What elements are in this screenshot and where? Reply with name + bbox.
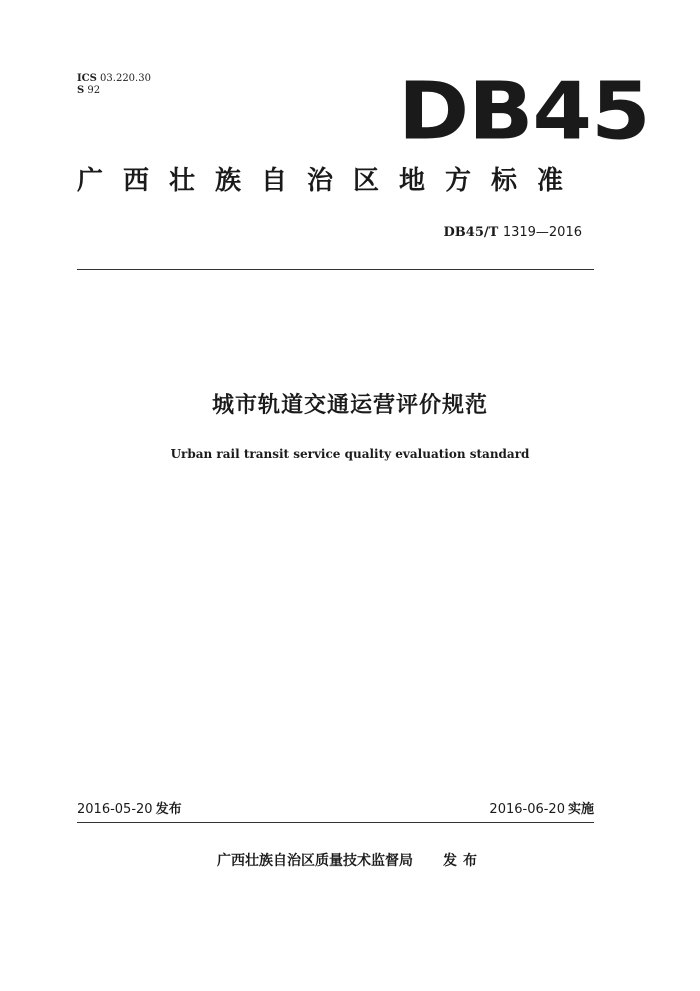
header-divider — [77, 269, 594, 270]
publisher-line — [0, 852, 700, 870]
ics-value: 03.220.30 — [100, 73, 151, 84]
standard-number — [444, 225, 582, 241]
ics-label: ICS — [77, 73, 97, 84]
publisher-name: 广西壮族自治区质量技术监督局 — [217, 853, 413, 869]
classification-codes — [77, 73, 151, 97]
implementation-date-value: 2016-06-20 — [489, 802, 565, 817]
ccs-label: S — [77, 85, 85, 96]
standard-title-chinese: 城市轨道交通运营评价规范 — [211, 393, 488, 418]
db45-logo: DB45 — [398, 65, 650, 158]
standard-title-english: Urban rail transit service quality evaluation standard — [170, 447, 530, 461]
ics-code-row — [77, 73, 151, 85]
standard-number-prefix: DB45/T — [443, 225, 499, 240]
region-standard-title: 广西壮族自治区地方标准 — [77, 166, 584, 196]
ccs-code-row — [77, 85, 151, 97]
standard-number-value: 1319—2016 — [502, 225, 582, 240]
issue-date — [77, 802, 182, 818]
issue-date-value: 2016-05-20 — [77, 802, 153, 817]
implementation-date-suffix: 实施 — [567, 802, 594, 817]
footer-divider — [77, 822, 594, 823]
issue-date-suffix: 发布 — [155, 802, 182, 817]
ccs-value: 92 — [87, 85, 101, 96]
implementation-date — [489, 802, 594, 818]
publisher-action: 发布 — [443, 853, 483, 869]
